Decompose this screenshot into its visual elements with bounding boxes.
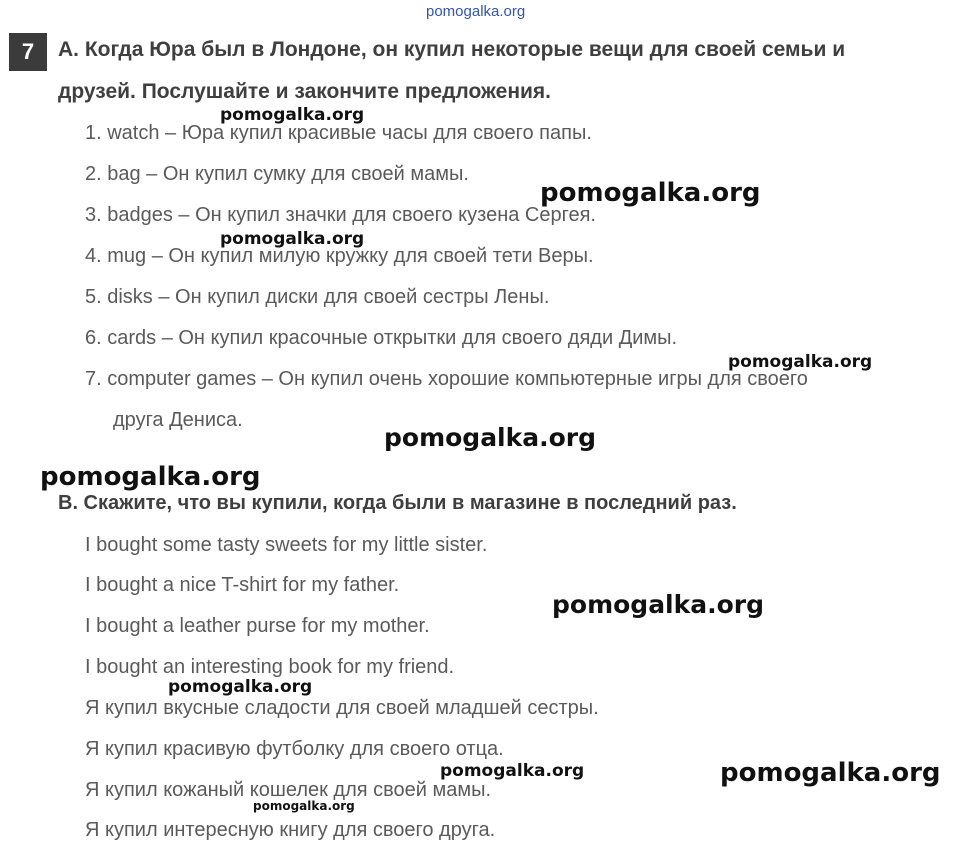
watermark-11: pomogalka.org	[253, 799, 355, 813]
part-a-item-7-continuation: друга Дениса.	[113, 409, 243, 431]
part-a-heading-line1: A. Когда Юра был в Лондоне, он купил некоторые вещи для своей семьи и	[58, 38, 846, 61]
exercise-number-badge: 7	[9, 33, 47, 71]
watermark-9: pomogalka.org	[440, 761, 585, 781]
watermark-4: pomogalka.org	[728, 352, 873, 372]
part-a-item-2: 2. bag – Он купил сумку для своей мамы.	[85, 163, 469, 185]
part-b-line-4: I bought an interesting book for my friend.	[85, 656, 455, 678]
watermark-5: pomogalka.org	[384, 423, 597, 452]
watermark-10: pomogalka.org	[720, 758, 941, 788]
part-b-line-6: Я купил красивую футболку для своего отца.	[85, 738, 504, 760]
watermark-1: pomogalka.org	[220, 105, 365, 125]
watermark-top: pomogalka.org	[426, 3, 526, 20]
part-b-line-7: Я купил кожаный кошелек для своей мамы.	[85, 779, 492, 801]
part-a-item-7: 7. computer games – Он купил очень хорошие компьютерные игры для своего	[85, 368, 808, 390]
part-a-item-6: 6. cards – Он купил красочные открытки для своего дяди Димы.	[85, 327, 678, 349]
watermark-7: pomogalka.org	[552, 590, 765, 619]
part-b-line-8: Я купил интересную книгу для своего друга.	[85, 819, 496, 841]
part-b-heading: B. Скажите, что вы купили, когда были в магазине в последний раз.	[58, 492, 737, 514]
watermark-3: pomogalka.org	[220, 229, 365, 249]
watermark-6: pomogalka.org	[40, 462, 261, 492]
part-a-item-5: 5. disks – Он купил диски для своей сестры Лены.	[85, 286, 550, 308]
part-b-line-1: I bought some tasty sweets for my little sister.	[85, 534, 488, 556]
part-a-heading-line2: друзей. Послушайте и закончите предложения.	[58, 80, 551, 103]
watermark-2: pomogalka.org	[540, 178, 761, 208]
part-b-line-2: I bought a nice T-shirt for my father.	[85, 574, 400, 596]
part-b-line-5: Я купил вкусные сладости для своей младшей сестры.	[85, 697, 599, 719]
part-a-item-3: 3. badges – Он купил значки для своего кузена Сергея.	[85, 204, 596, 226]
part-a-item-4: 4. mug – Он купил милую кружку для своей тети Веры.	[85, 245, 594, 267]
part-b-line-3: I bought a leather purse for my mother.	[85, 615, 430, 637]
watermark-8: pomogalka.org	[168, 677, 313, 697]
part-a-item-1: 1. watch – Юра купил красивые часы для своего папы.	[85, 122, 592, 144]
